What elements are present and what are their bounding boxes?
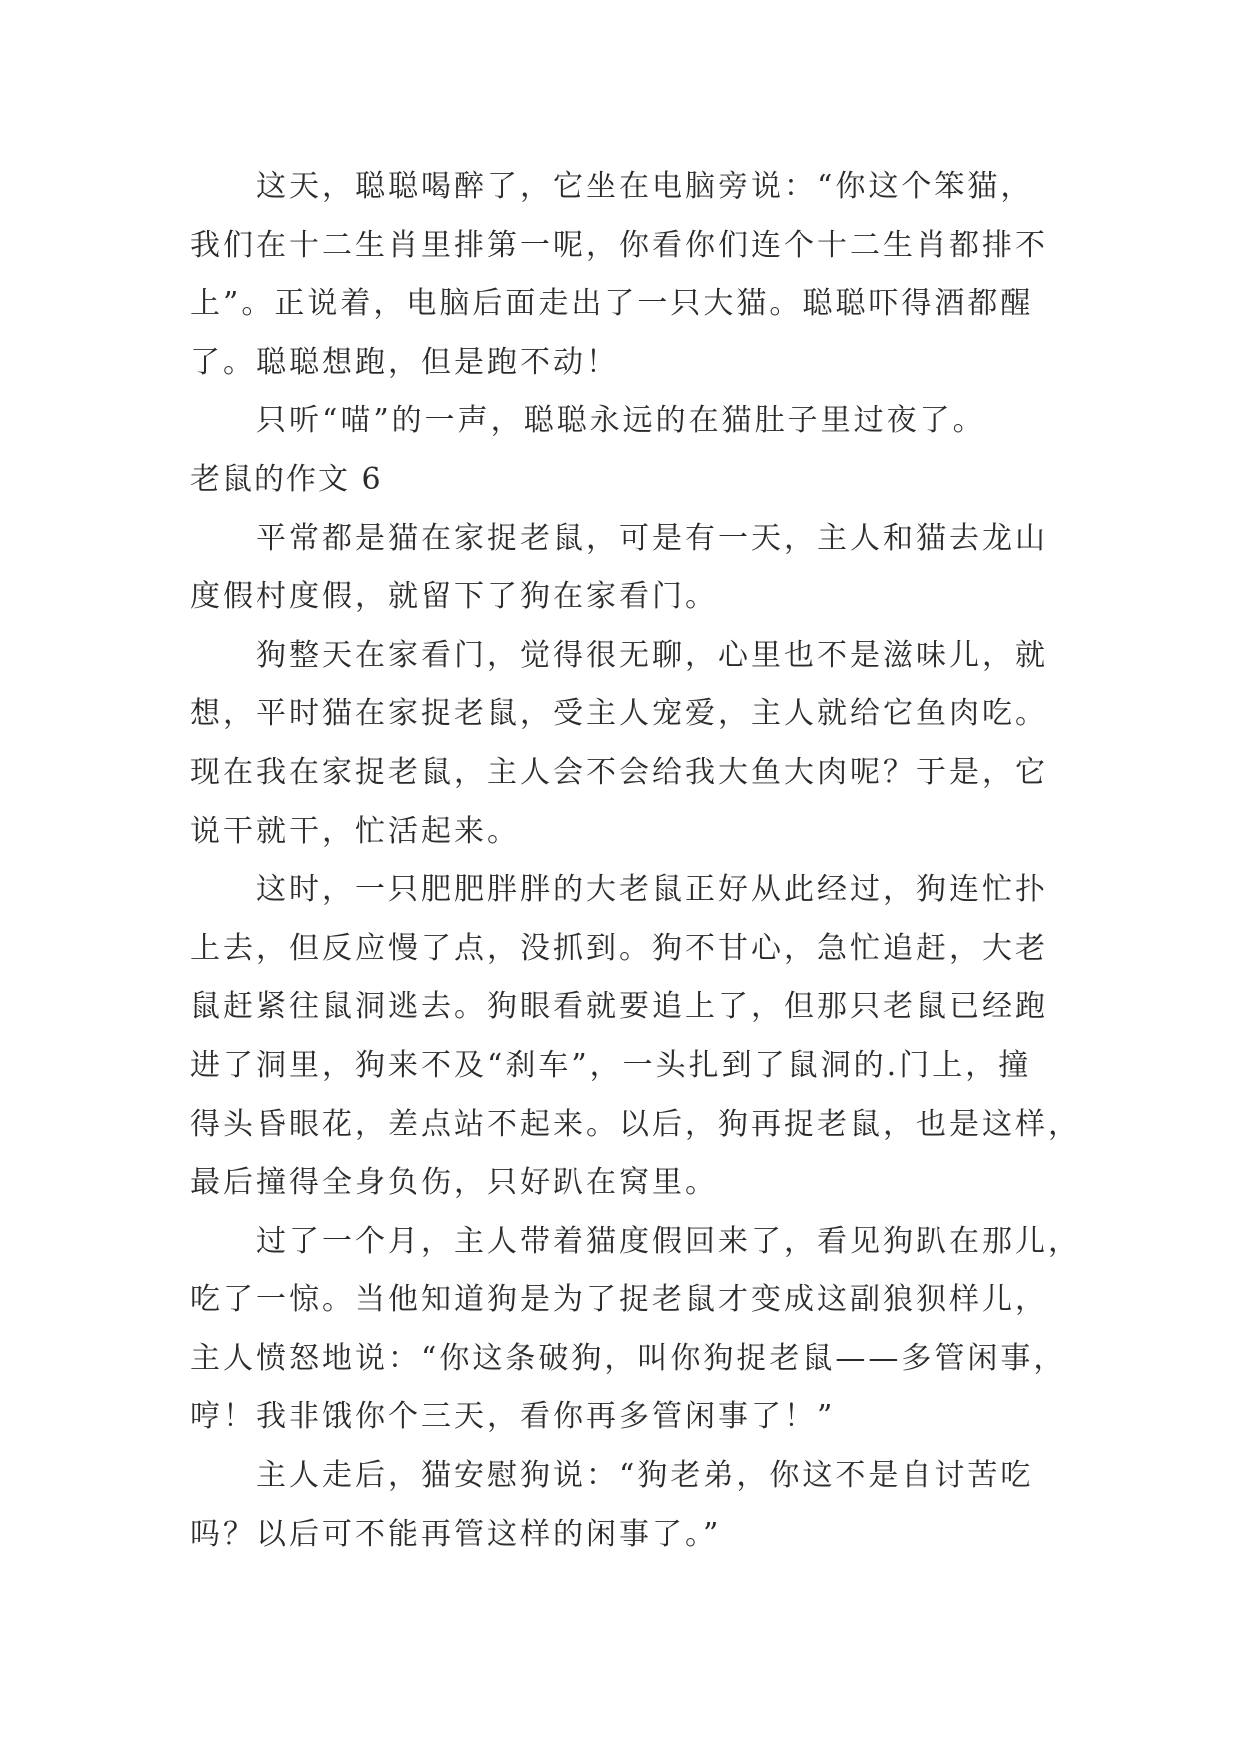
text-line: 狗整天在家看门，觉得很无聊，心里也不是滋味儿，就 [256,637,1048,673]
text-line: 上”。正说着，电脑后面走出了一只大猫。聪聪吓得酒都醒 [190,286,1034,322]
text-line: 了。聪聪想跑，但是跑不动！ [190,344,619,380]
text-line: 主人愤怒地说：“你这条破狗，叫你狗捉老鼠——多管闲事， [190,1340,1067,1376]
text-line: 只听“喵”的一声，聪聪永远的在猫肚子里过夜了。 [256,403,986,439]
text-line: 哼！我非饿你个三天，看你再多管闲事了！” [190,1399,836,1435]
body-text [190,158,1081,1564]
text-line: 说干就干，忙活起来。 [190,813,520,849]
text-line: 进了洞里，狗来不及“刹车”，一头扎到了鼠洞的.门上，撞 [190,1047,1032,1083]
text-line: 现在我在家捉老鼠，主人会不会给我大鱼大肉呢？于是，它 [190,754,1048,790]
text-line: 想，平时猫在家捉老鼠，受主人宠爱，主人就给它鱼肉吃。 [190,696,1048,732]
text-line: 鼠赶紧往鼠洞逃去。狗眼看就要追上了，但那只老鼠已经跑 [190,989,1048,1025]
text-line: 吗？以后可不能再管这样的闲事了。” [190,1516,722,1552]
text-line: 上去，但反应慢了点，没抓到。狗不甘心，急忙追赶，大老 [190,930,1048,966]
text-line: 最后撞得全身负伤，只好趴在窝里。 [190,1165,718,1201]
text-line: 吃了一惊。当他知道狗是为了捉老鼠才变成这副狼狈样儿， [190,1282,1048,1318]
text-line: 主人走后，猫安慰狗说：“狗老弟，你这不是自讨苦吃 [256,1458,1034,1494]
text-line: 平常都是猫在家捉老鼠，可是有一天，主人和猫去龙山 [256,520,1048,556]
text-line: 度假村度假，就留下了狗在家看门。 [190,579,718,615]
text-line: 这时，一只肥肥胖胖的大老鼠正好从此经过，狗连忙扑 [256,872,1048,908]
text-line: 我们在十二生肖里排第一呢，你看你们连个十二生肖都排不 [190,227,1048,263]
text-line: 过了一个月，主人带着猫度假回来了，看见狗趴在那儿， [256,1223,1081,1259]
text-line: 这天，聪聪喝醉了，它坐在电脑旁说：“你这个笨猫， [256,169,1034,204]
section-heading: 老鼠的作文 6 [190,461,383,497]
text-line: 得头昏眼花，差点站不起来。以后，狗再捉老鼠，也是这样， [190,1106,1081,1142]
